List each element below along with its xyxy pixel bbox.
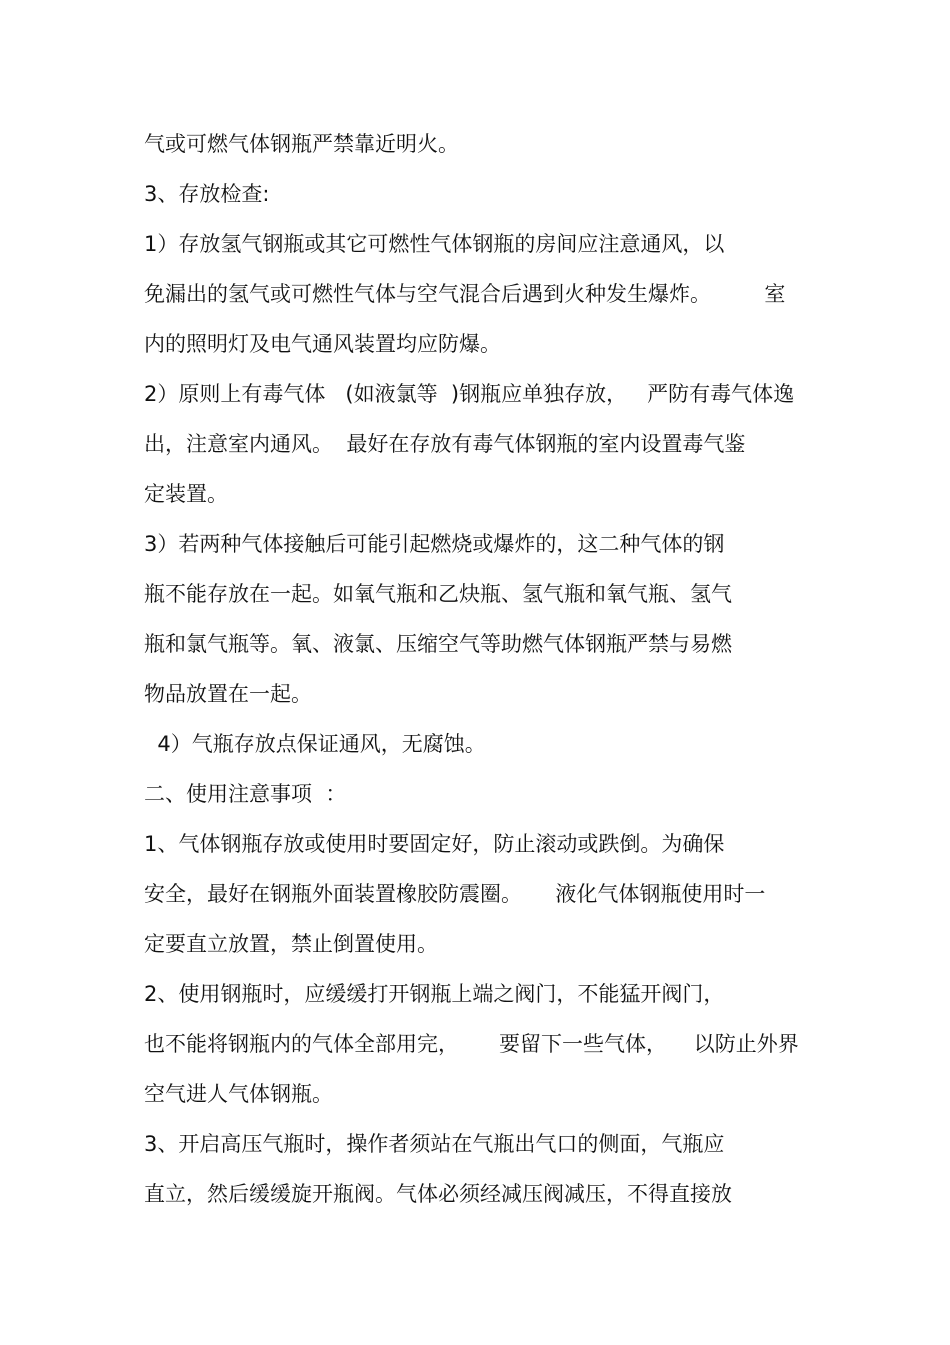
section-heading: 3、存放检查: — [144, 182, 270, 206]
section-heading: 二、使用注意事项 ： — [144, 782, 347, 806]
text-line: 也不能将钢瓶内的气体全部用完， 要留下一些气体， 以防止外界 — [144, 1032, 799, 1056]
text-line: 免漏出的氢气或可燃性气体与空气混合后遇到火种发生爆炸。 室 — [144, 282, 786, 306]
text-line: 空气进人气体钢瓶。 — [144, 1082, 333, 1106]
text-line: 出，注意室内通风。 最好在存放有毒气体钢瓶的室内设置毒气鉴 — [144, 432, 746, 456]
text-line: 瓶和氯气瓶等。氧、液氯、压缩空气等助燃气体钢瓶严禁与易燃 — [144, 632, 732, 656]
text-line: 直立，然后缓缓旋开瓶阀。气体必须经减压阀减压，不得直接放 — [144, 1182, 732, 1206]
text-line: 3、开启高压气瓶时，操作者须站在气瓶出气口的侧面，气瓶应 — [144, 1132, 725, 1156]
text-line: 2）原则上有毒气体 (如液氯等 )钢瓶应单独存放， 严防有毒气体逸 — [144, 382, 795, 406]
text-line: 3）若两种气体接触后可能引起燃烧或爆炸的，这二种气体的钢 — [144, 532, 725, 556]
text-line: 定要直立放置，禁止倒置使用。 — [144, 932, 438, 956]
text-line: 1、气体钢瓶存放或使用时要固定好，防止滚动或跌倒。为确保 — [144, 832, 725, 856]
text-line: 定装置。 — [144, 482, 228, 506]
text-line: 4）气瓶存放点保证通风，无腐蚀。 — [144, 732, 486, 756]
text-line: 气或可燃气体钢瓶严禁靠近明火。 — [144, 132, 459, 156]
text-line: 内的照明灯及电气通风装置均应防爆。 — [144, 332, 501, 356]
text-line: 物品放置在一起。 — [144, 682, 312, 706]
text-line: 瓶不能存放在一起。如氧气瓶和乙炔瓶、氢气瓶和氧气瓶、氢气 — [144, 582, 732, 606]
text-line: 安全，最好在钢瓶外面装置橡胶防震圈。 液化气体钢瓶使用时一 — [144, 882, 766, 906]
text-line: 1）存放氢气钢瓶或其它可燃性气体钢瓶的房间应注意通风，以 — [144, 232, 725, 256]
text-line: 2、使用钢瓶时，应缓缓打开钢瓶上端之阀门，不能猛开阀门， — [144, 982, 725, 1006]
